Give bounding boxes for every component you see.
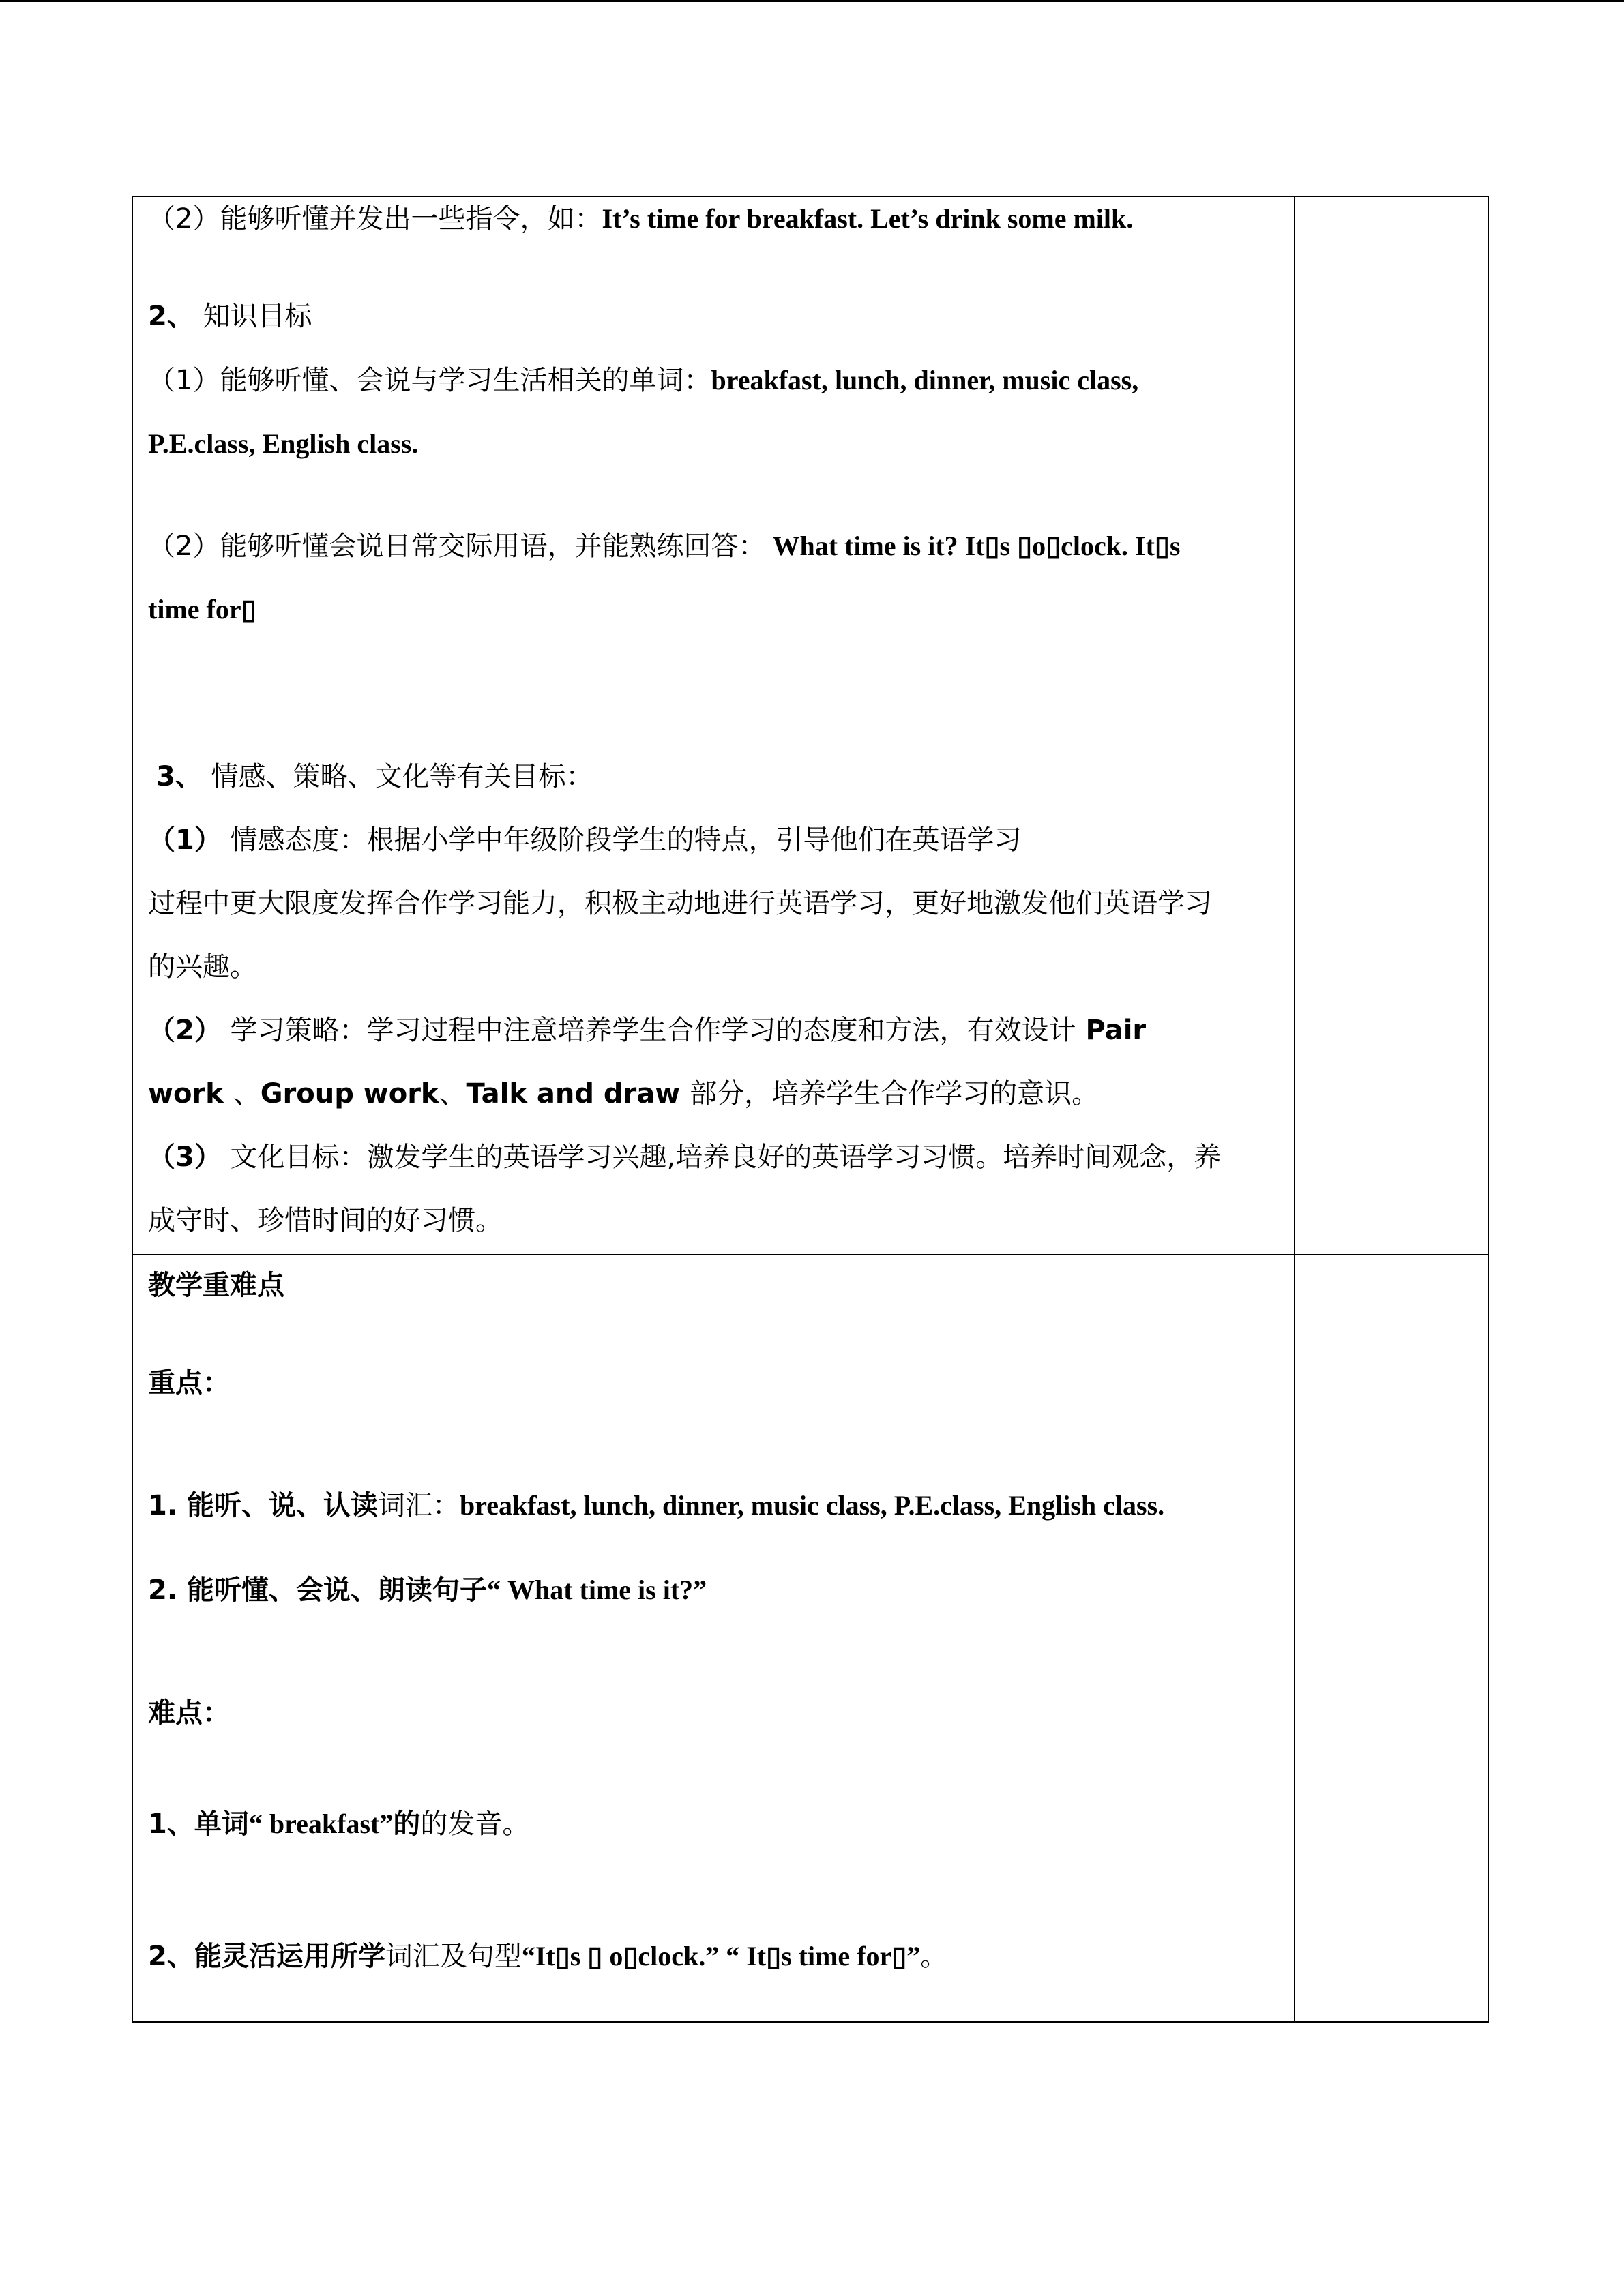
focus-label: 重点：	[148, 1367, 230, 1399]
key-points-row	[132, 1255, 1488, 2022]
page-top-rule	[0, 0, 1624, 2]
section-3-heading: 3、 情感、策略、文化等有关目标：	[156, 761, 593, 792]
focus-item-2: 2. 能听懂、会说、朗读句子“ What time is it?”	[148, 1575, 707, 1606]
key-points-cell	[132, 1255, 1295, 2022]
strategy-line-1: （2） 学习策略：学习过程中注意培养学生合作学习的态度和方法，有效设计 Pair	[148, 1015, 1147, 1046]
knowledge-words-line-1: （1）能够听懂、会说与学习生活相关的单词：breakfast, lunch, dinner, music class,	[148, 365, 1139, 396]
focus-item-1: 1. 能听、说、认读词汇：breakfast, lunch, dinner, music class, P.E.class, English class.	[148, 1490, 1165, 1521]
objectives-cell	[132, 196, 1295, 1255]
difficulty-label: 难点：	[148, 1697, 230, 1729]
affect-line-3: 的兴趣。	[148, 951, 257, 983]
difficulty-item-1: 1、单词“ breakfast”的的发音。	[148, 1808, 530, 1840]
knowledge-words-line-2: P.E.class, English class.	[148, 428, 419, 459]
key-points-heading: 教学重难点	[148, 1270, 284, 1301]
strategy-line-2: work 、Group work、Talk and draw 部分，培养学生合作学习的意识。	[148, 1078, 1099, 1109]
objective-command-line: （2）能够听懂并发出一些指令，如：It’s time for breakfast. Let’s drink some milk.	[148, 203, 1134, 235]
lesson-plan-table	[132, 196, 1489, 2023]
affect-line-1: （1） 情感态度：根据小学中年级阶段学生的特点，引导他们在英语学习	[148, 824, 1022, 856]
difficulty-item-2: 2、能灵活运用所学词汇及句型“It▯s ▯ o▯clock.” “ It▯s time for▯”。	[148, 1941, 948, 1972]
knowledge-phrases-line-1: （2）能够听懂会说日常交际用语，并能熟练回答： What time is it? It▯s ▯o▯clock. It▯s	[148, 531, 1181, 562]
section-2-heading: 2、 知识目标	[148, 301, 312, 332]
objectives-side-cell	[1295, 196, 1488, 1255]
knowledge-phrases-line-2: time for▯	[148, 594, 256, 625]
culture-line-2: 成守时、珍惜时间的好习惯。	[148, 1205, 503, 1236]
objectives-row	[132, 196, 1488, 1255]
culture-line-1: （3） 文化目标：激发学生的英语学习兴趣,培养良好的英语学习习惯。培养时间观念，养	[148, 1142, 1222, 1173]
affect-line-2: 过程中更大限度发挥合作学习能力，积极主动地进行英语学习，更好地激发他们英语学习	[148, 888, 1212, 919]
key-points-side-cell	[1295, 1255, 1488, 2022]
